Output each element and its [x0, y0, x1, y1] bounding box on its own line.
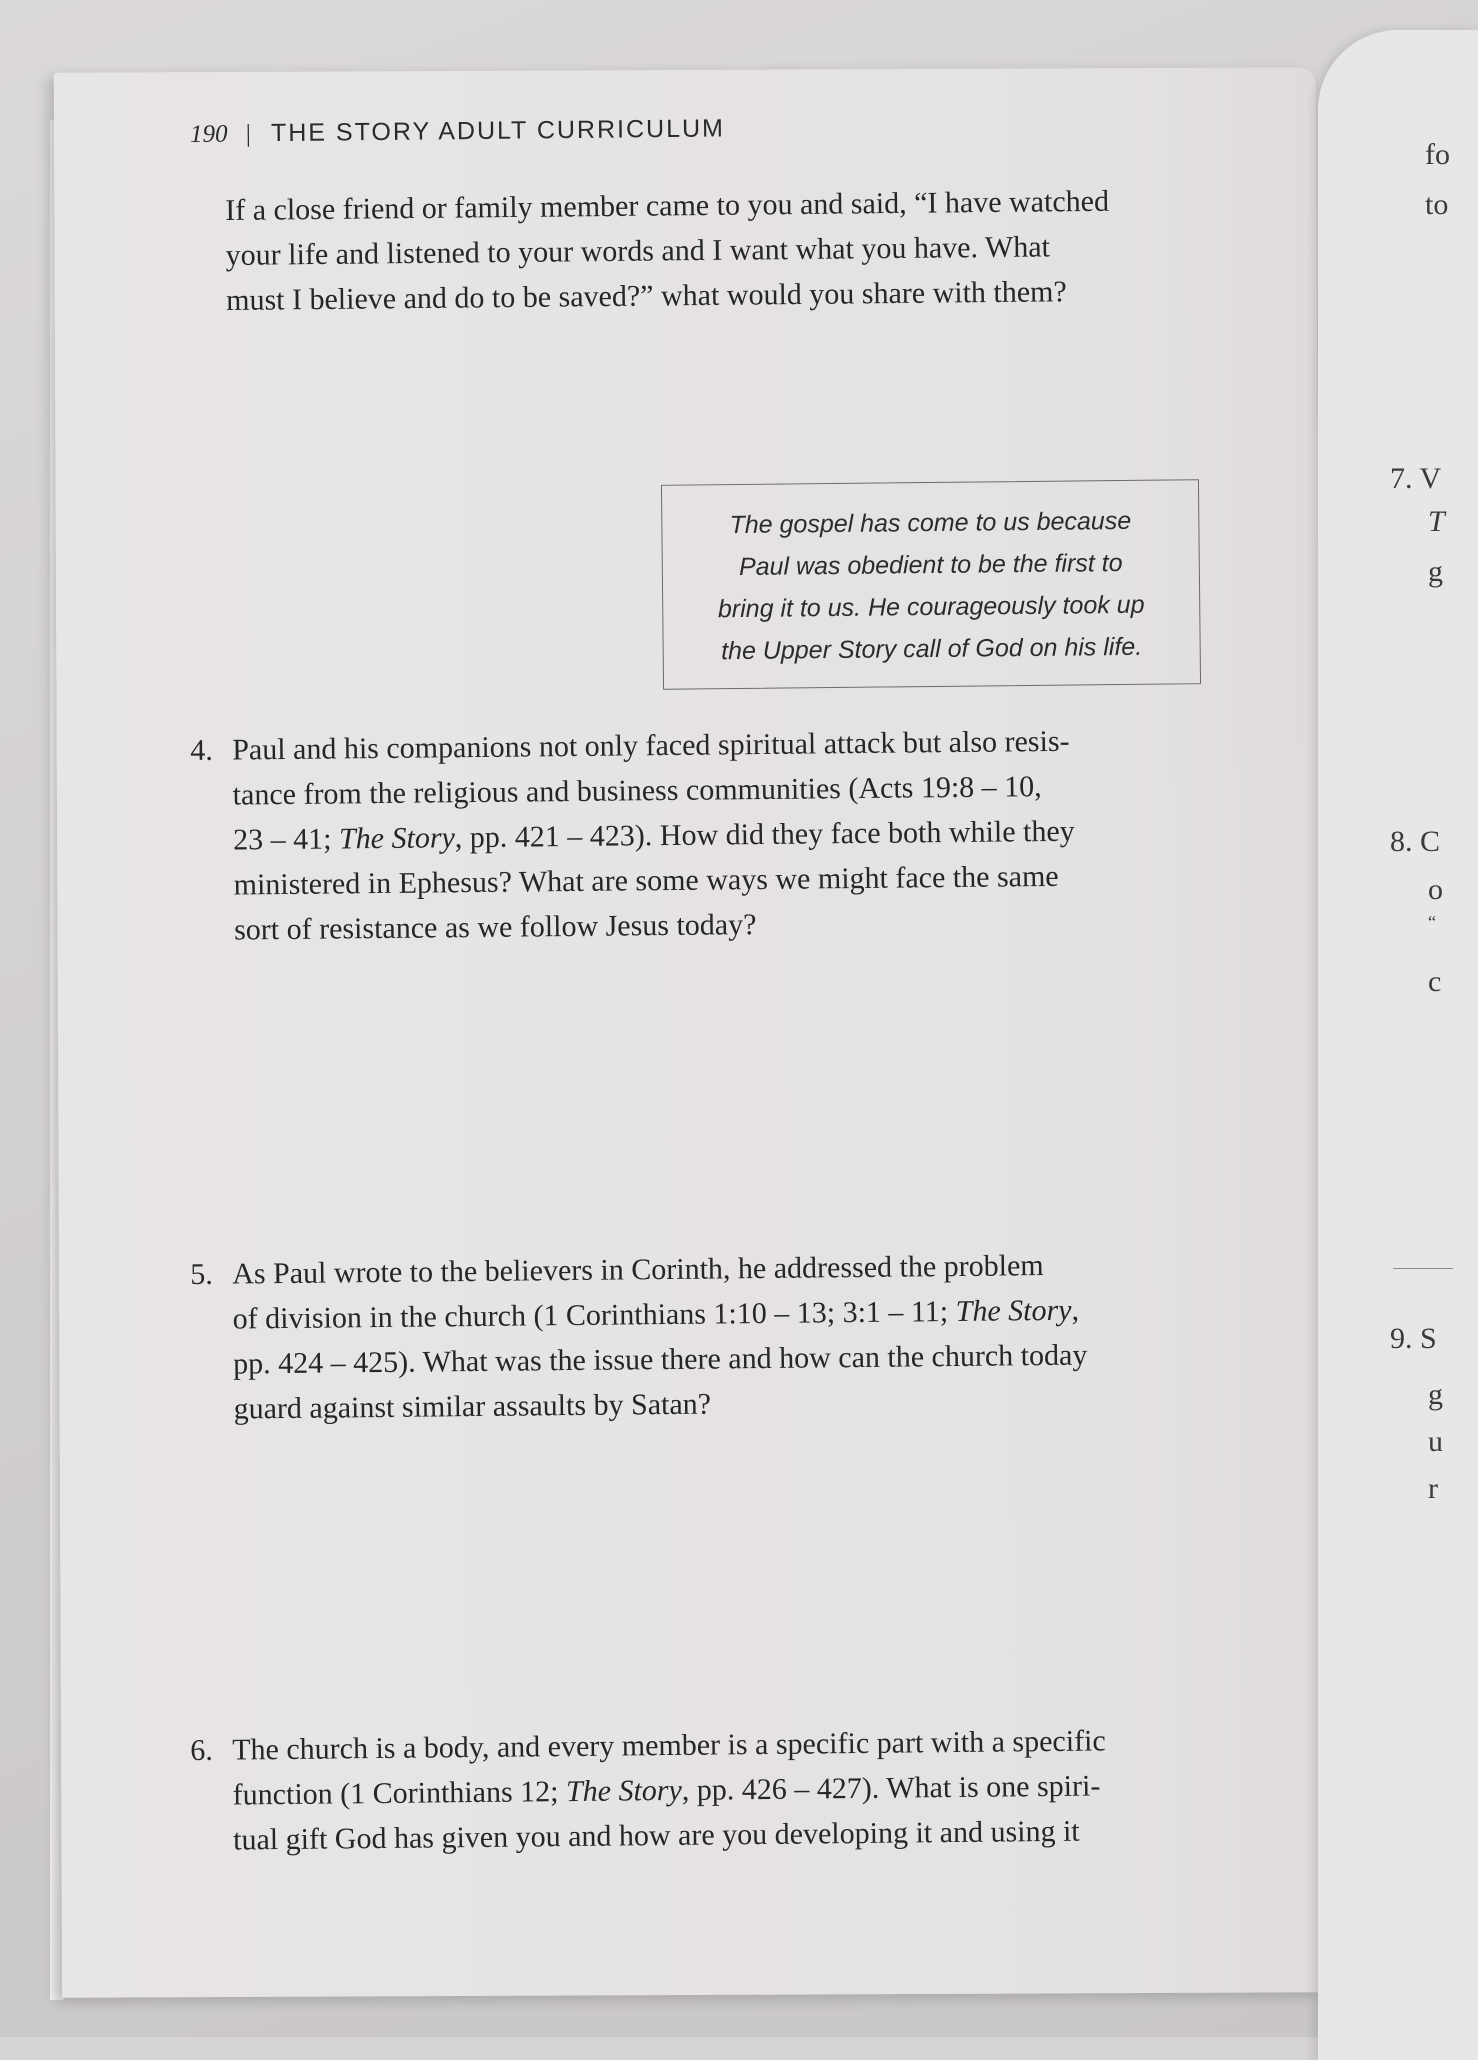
- book-page: [54, 67, 1324, 1997]
- facing-page: [1318, 30, 1478, 2060]
- question-5: [190, 1241, 1212, 1432]
- facing-fragment: “: [1428, 912, 1436, 932]
- question-line: sort of resistance as we follow Jesus today?: [233, 908, 757, 947]
- facing-fragment: fo: [1425, 138, 1450, 171]
- intro-line: your life and listened to your words and I want what you have. What: [225, 230, 1051, 272]
- callout-line: the Upper Story call of God on his life.: [721, 632, 1143, 666]
- question-line: guard against similar assaults by Satan?: [233, 1387, 712, 1426]
- question-number: 4.: [190, 733, 213, 767]
- facing-rule: [1393, 1268, 1453, 1269]
- callout-line: bring it to us. He courageously took up: [717, 590, 1145, 624]
- facing-fragment: 7. V: [1390, 462, 1442, 495]
- question-text: The church is a body, and every member is a specific part with a specific: [232, 1724, 1106, 1767]
- question-line: function (1 Corinthians 12; The Story, pp. 426 – 427). What is one spiri-: [232, 1769, 1101, 1812]
- question-text: Paul and his companions not only faced spiritual attack but also resis-: [232, 724, 1070, 767]
- facing-fragment: r: [1428, 1472, 1438, 1505]
- facing-fragment: u: [1428, 1425, 1443, 1458]
- intro-line: If a close friend or family member came to you and said, “I have watched: [225, 184, 1110, 227]
- question-line: tance from the religious and business communities (Acts 19:8 – 10,: [232, 770, 1042, 812]
- question-line: of division in the church (1 Corinthians 1:10 – 13; 3:1 – 11; The Story,: [232, 1293, 1080, 1336]
- intro-paragraph: [225, 178, 1201, 323]
- question-line: pp. 424 – 425). What was the issue there and how can the church today: [233, 1338, 1088, 1381]
- callout-line: The gospel has come to us because: [729, 506, 1132, 540]
- head-separator: |: [245, 120, 253, 148]
- question-number: 5.: [190, 1257, 213, 1291]
- question-4: [190, 717, 1212, 953]
- facing-fragment: 8. C: [1390, 825, 1441, 858]
- facing-fragment: T: [1428, 505, 1445, 538]
- question-text: As Paul wrote to the believers in Corinth, he addressed the problem: [232, 1249, 1044, 1291]
- question-line: 23 – 41; The Story, pp. 421 – 423). How did they face both while they: [233, 814, 1075, 857]
- facing-fragment: 9. S: [1390, 1322, 1437, 1355]
- facing-fragment: g: [1428, 555, 1443, 588]
- callout-box: [661, 479, 1201, 690]
- question-6: [190, 1717, 1211, 1863]
- facing-fragment: o: [1428, 873, 1443, 906]
- facing-fragment: g: [1428, 1378, 1443, 1411]
- book-title: THE STORY ADULT CURRICULUM: [270, 114, 726, 148]
- facing-fragment: c: [1428, 965, 1442, 998]
- question-line: ministered in Ephesus? What are some ways we might face the same: [233, 859, 1059, 902]
- running-head: [190, 114, 725, 149]
- question-line: tual gift God has given you and how are you developing it and using it: [233, 1814, 1080, 1857]
- question-number: 6.: [190, 1733, 213, 1767]
- facing-fragment: to: [1425, 188, 1449, 221]
- intro-line: must I believe and do to be saved?” what would you share with them?: [226, 275, 1067, 317]
- page-number: 190: [189, 120, 228, 148]
- callout-line: Paul was obedient to be the first to: [738, 548, 1123, 582]
